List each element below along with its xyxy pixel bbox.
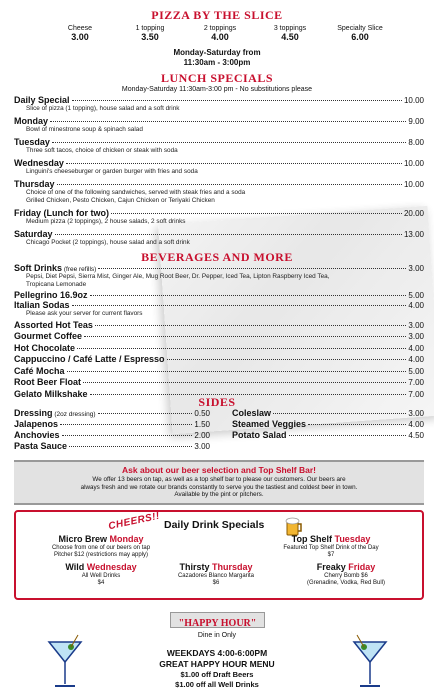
daily-specials-box — [14, 510, 424, 600]
drink-special-title — [36, 534, 166, 545]
item-name — [14, 179, 55, 189]
item-name-text: Hot Chocolate — [14, 342, 76, 353]
happy-line-3: $1.00 off Draft Beers — [180, 670, 254, 679]
item-price: 3.00 — [408, 264, 424, 273]
item-desc: Bowl of minestrone soup & spinach salad — [26, 126, 143, 133]
item-price: 20.00 — [403, 209, 424, 218]
drink-special-price: Pitcher $12 (restrictions may apply) — [53, 552, 149, 558]
drink-special-prefix: Micro Brew — [58, 534, 110, 544]
drink-special-title — [266, 534, 396, 545]
lunch-title: LUNCH SPECIALS — [160, 71, 274, 85]
item-desc: Grilled Chicken, Pesto Chicken, Cajun Chicken or Teriyaki Chicken — [26, 197, 215, 204]
menu-row — [14, 290, 424, 300]
menu-row — [232, 419, 424, 429]
slice-price-col — [325, 25, 395, 42]
menu-row — [14, 430, 210, 440]
drink-special — [36, 562, 166, 587]
sides-left — [14, 407, 210, 451]
item-desc: Please ask your server for current flavors — [26, 310, 143, 317]
leader-dots — [98, 413, 193, 414]
item-desc: Chicago Pocket (2 toppings), house salad and a soft drink — [26, 239, 190, 246]
leader-dots — [77, 348, 406, 349]
drink-special — [281, 562, 411, 587]
slice-price: 4.50 — [281, 32, 299, 42]
item-desc: Choice of one of the following sandwiches, served with steak fries and a soda — [26, 189, 246, 196]
item-name — [232, 408, 271, 418]
item-desc: Pepsi, Diet Pepsi, Sierra Mist, Ginger Ale, Mug Root Beer, Dr. Pepper, Iced Tea, Lipton Raspberry Iced Tea, — [26, 273, 330, 280]
item-name — [14, 354, 165, 364]
item-price: 4.00 — [408, 301, 424, 310]
menu-row — [232, 408, 424, 418]
slice-label: Specialty Slice — [337, 25, 383, 32]
menu-row — [14, 320, 424, 330]
item-desc: Medium pizza (2 toppings), 2 house salads, 2 soft drinks — [26, 218, 186, 225]
item-name — [14, 229, 53, 239]
item-price: 4.00 — [408, 343, 424, 353]
item-name-text: Root Beer Float — [14, 377, 82, 387]
item-price: 10.00 — [403, 180, 424, 189]
item-price: 5.00 — [408, 366, 424, 376]
cheers-badge: CHEERS!! — [107, 510, 161, 533]
item-name-text: Cappuccino / Café Latte / Espresso — [14, 354, 165, 364]
happy-hour-title: "HAPPY HOUR" — [178, 618, 257, 629]
item-name-text: Tuesday — [14, 137, 50, 147]
item-name — [14, 263, 96, 273]
drink-special-prefix: Freaky — [316, 562, 349, 572]
menu-row — [14, 229, 424, 239]
leader-dots — [60, 424, 192, 425]
menu-row — [14, 389, 424, 399]
item-name — [14, 430, 60, 440]
item-name — [232, 430, 287, 440]
item-name-text: Pellegrino 16.9oz — [14, 290, 88, 300]
leader-dots — [50, 121, 406, 122]
drink-special-title — [281, 562, 411, 573]
drink-special — [36, 534, 166, 559]
item-name-text: Steamed Veggies — [232, 419, 307, 429]
item-name-text: Daily Special — [14, 95, 70, 105]
item-price: 3.00 — [408, 320, 424, 330]
drink-special-day: Wednesday — [86, 562, 137, 572]
item-name — [232, 419, 306, 429]
menu-row — [14, 377, 424, 387]
drink-special-desc: Cazadores Blanco Margarita — [177, 573, 255, 579]
menu-row — [14, 441, 210, 451]
item-price: 3.00 — [408, 409, 424, 418]
leader-dots — [66, 163, 402, 164]
drink-special-desc: Choose from one of our beers on tap — [51, 545, 151, 551]
menu-row — [14, 208, 424, 218]
item-price: 13.00 — [403, 230, 424, 239]
item-name-text: Café Mocha — [14, 365, 65, 376]
item-price: 4.00 — [408, 420, 424, 429]
item-name — [14, 441, 67, 451]
martini-glass-icon — [45, 632, 85, 697]
item-price: 4.50 — [408, 431, 424, 440]
drink-special-desc: Cherry Bomb $6 — [324, 573, 368, 579]
item-price: 9.00 — [408, 117, 424, 126]
leader-dots — [84, 336, 406, 337]
item-price: 3.00 — [194, 442, 210, 451]
item-name-text: Saturday — [14, 229, 53, 239]
slice-label: 3 toppings — [273, 25, 307, 32]
item-name-text: Dressing — [14, 408, 53, 418]
slice-title: PIZZA BY THE SLICE — [151, 8, 283, 22]
leader-dots — [308, 424, 406, 425]
item-name-text: Monday — [14, 116, 49, 126]
item-name — [14, 95, 70, 105]
leader-dots — [167, 359, 407, 360]
item-name — [14, 377, 81, 387]
beverages-list — [14, 263, 424, 399]
item-name — [14, 419, 58, 429]
slice-label: Cheese — [67, 25, 93, 32]
menu-row — [14, 158, 424, 168]
drink-special-prefix: Top Shelf — [291, 534, 335, 544]
item-name — [14, 389, 88, 399]
drink-special — [151, 562, 281, 587]
menu-row — [14, 263, 424, 273]
leader-dots — [52, 142, 407, 143]
beer-line-2: always fresh and we rotate our brands constantly to serve you the tastiest and coldest beer in town. — [80, 483, 358, 491]
menu-row — [14, 179, 424, 189]
item-desc: Tropicana Lemonade — [26, 281, 87, 288]
happy-line-1: WEEKDAYS 4:00-6:00PM — [166, 648, 268, 658]
item-name — [14, 320, 93, 330]
menu-row — [14, 331, 424, 341]
item-price: 10.00 — [403, 159, 424, 168]
item-price: 4.00 — [408, 355, 424, 364]
item-name — [14, 208, 109, 218]
soft-drinks-name: Soft Drinks — [14, 263, 63, 273]
drink-special-prefix: Thirsty — [179, 562, 212, 572]
drink-special-price: (Grenadine, Vodka, Red Bull) — [306, 580, 386, 586]
drink-special-price: $6 — [212, 580, 220, 586]
item-name — [14, 343, 75, 353]
slice-price-col — [185, 25, 255, 42]
drink-special — [266, 534, 396, 559]
leader-dots — [98, 268, 406, 269]
item-desc: Three soft tacos, choice of chicken or steak with soda — [26, 147, 178, 154]
item-name-text: Wednesday — [14, 158, 64, 168]
leader-dots — [72, 100, 402, 101]
menu-row — [14, 343, 424, 353]
leader-dots — [90, 295, 407, 296]
item-name-text: Pasta Sauce — [14, 441, 68, 451]
drink-special-title — [36, 562, 166, 573]
drink-special-desc: All Well Drinks — [81, 573, 121, 579]
item-name — [14, 137, 50, 147]
drink-special-price: $7 — [327, 552, 335, 558]
happy-hour-banner — [170, 612, 265, 628]
item-name-text: Thursday — [14, 179, 55, 189]
lunch-list — [14, 95, 424, 250]
lunch-note: Monday-Saturday 11:30am-3:00 pm - No substitutions please — [121, 86, 313, 93]
leader-dots — [57, 184, 402, 185]
item-name-text: Coleslaw — [232, 408, 272, 418]
slice-label: 1 topping — [135, 25, 165, 32]
slice-price: 3.00 — [71, 32, 89, 42]
item-price: 8.00 — [408, 138, 424, 147]
menu-row — [14, 116, 424, 126]
sides-title: SIDES — [198, 395, 236, 409]
item-price: 2.00 — [194, 431, 210, 440]
slice-price-col — [255, 25, 325, 42]
daily-title: Daily Drink Specials — [164, 519, 265, 531]
drink-special-prefix: Wild — [65, 562, 87, 572]
slice-prices — [45, 25, 395, 42]
slice-price-col — [115, 25, 185, 42]
leader-dots — [289, 435, 407, 436]
item-name-text: Italian Sodas — [14, 300, 70, 310]
menu-row — [14, 366, 424, 376]
drink-special-day: Thursday — [212, 562, 253, 572]
leader-dots — [67, 371, 407, 372]
leader-dots — [273, 413, 406, 414]
drink-special-desc: Featured Top Shelf Drink of the Day — [283, 545, 379, 551]
beer-line-1: We offer 13 beers on tap, as well as a top shelf bar to please our customers. Our beers are — [92, 476, 346, 483]
item-price: 1.50 — [194, 420, 210, 429]
slice-price: 4.00 — [211, 32, 229, 42]
sides-right — [232, 407, 424, 440]
leader-dots — [111, 213, 402, 214]
item-price: 7.00 — [408, 389, 424, 399]
item-name — [14, 331, 82, 341]
item-name — [14, 408, 96, 418]
menu-row — [14, 354, 424, 364]
leader-dots — [69, 446, 192, 447]
leader-dots — [72, 305, 407, 306]
leader-dots — [95, 325, 407, 326]
slice-price-col — [45, 25, 115, 42]
slice-label: 2 toppings — [203, 25, 237, 32]
slice-hours-1: Monday-Saturday from — [173, 48, 261, 57]
item-desc: Slice of pizza (1 topping), house salad and a soft drink — [26, 105, 180, 112]
martini-glass-icon — [350, 632, 390, 697]
item-name — [14, 116, 48, 126]
item-name-text: Friday (Lunch for two) — [14, 208, 109, 218]
beer-line-3: Available by the pint or pitchers. — [174, 491, 264, 498]
item-name-text: Anchovies — [14, 430, 60, 440]
item-desc: Linguini's cheeseburger or garden burger with fries and soda — [26, 168, 198, 175]
beverages-title: BEVERAGES AND MORE — [141, 250, 293, 264]
menu-row — [14, 95, 424, 105]
menu-row — [232, 430, 424, 440]
item-name — [14, 366, 65, 376]
item-price: 7.00 — [408, 378, 424, 387]
menu-row — [14, 137, 424, 147]
leader-dots — [83, 382, 406, 383]
beer-title: Ask about our beer selection and Top Shelf Bar! — [122, 465, 316, 475]
item-note: (2oz dressing) — [52, 411, 96, 418]
slice-hours-2: 11:30am - 3:00pm — [183, 58, 251, 67]
item-price: 3.00 — [408, 332, 424, 341]
item-name — [14, 290, 88, 300]
leader-dots — [62, 435, 193, 436]
slice-price: 3.50 — [141, 32, 159, 42]
item-name-text: Gelato Milkshake — [14, 388, 88, 399]
item-price: 5.00 — [408, 291, 424, 300]
item-name-text: Assorted Hot Teas — [14, 319, 93, 330]
drink-special-day: Friday — [348, 562, 376, 572]
drink-special-day: Tuesday — [334, 534, 371, 544]
item-name-text: Gourmet Coffee — [14, 331, 83, 341]
drink-special-day: Monday — [109, 534, 144, 544]
item-price: 0.50 — [194, 409, 210, 418]
item-name — [14, 158, 64, 168]
item-name-text: Potato Salad — [232, 430, 287, 440]
beer-box — [14, 460, 424, 505]
soft-drinks-note: (free refills) — [62, 266, 97, 273]
drink-special-title — [151, 562, 281, 573]
happy-line-4: $1.00 off all Well Drinks — [175, 680, 259, 689]
leader-dots — [55, 234, 402, 235]
menu-row — [14, 300, 424, 310]
leader-dots — [90, 394, 407, 395]
item-name — [14, 300, 70, 310]
happy-line-2: GREAT HAPPY HOUR MENU — [159, 659, 275, 669]
item-name-text: Jalapenos — [14, 419, 59, 429]
menu-row — [14, 408, 210, 418]
slice-price: 6.00 — [351, 32, 369, 42]
drink-special-price: $4 — [97, 580, 105, 586]
item-price: 10.00 — [403, 96, 424, 105]
menu-row — [14, 419, 210, 429]
happy-hour-sub: Dine in Only — [197, 632, 237, 639]
